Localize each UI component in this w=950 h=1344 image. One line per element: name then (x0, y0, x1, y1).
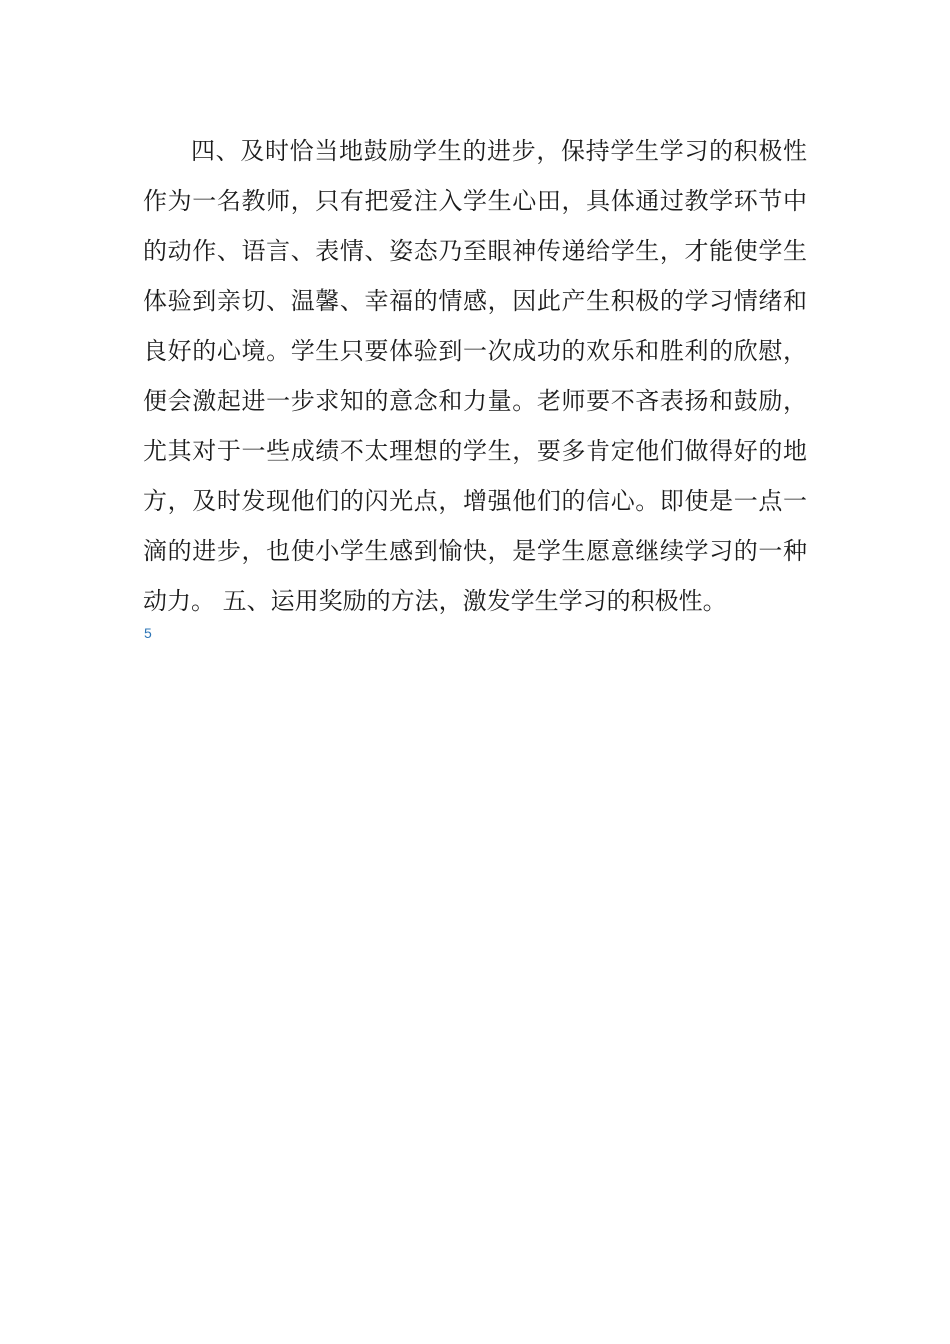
body-paragraph: 四、及时恰当地鼓励学生的进步，保持学生学习的积极性作为一名教师，只有把爱注入学生心田，具体通过教学环节中的动作、语言、表情、姿态乃至眼神传递给学生，才能使学生体验到亲切、温馨、幸福的情感，因此产生积极的学习情绪和良好的心境。学生只要体验到一次成功的欢乐和胜利的欣慰，便会激起进一步求知的意念和力量。老师要不吝表扬和鼓励，尤其对于一些成绩不太理想的学生，要多肯定他们做得好的地方，及时发现他们的闪光点，增强他们的信心。即使是一点一滴的进步，也使小学生感到愉快，是学生愿意继续学习的一种动力。 五、运用奖励的方法，激发学生学习的积极性。 (143, 137, 807, 615)
page-number: 5 (144, 625, 152, 641)
